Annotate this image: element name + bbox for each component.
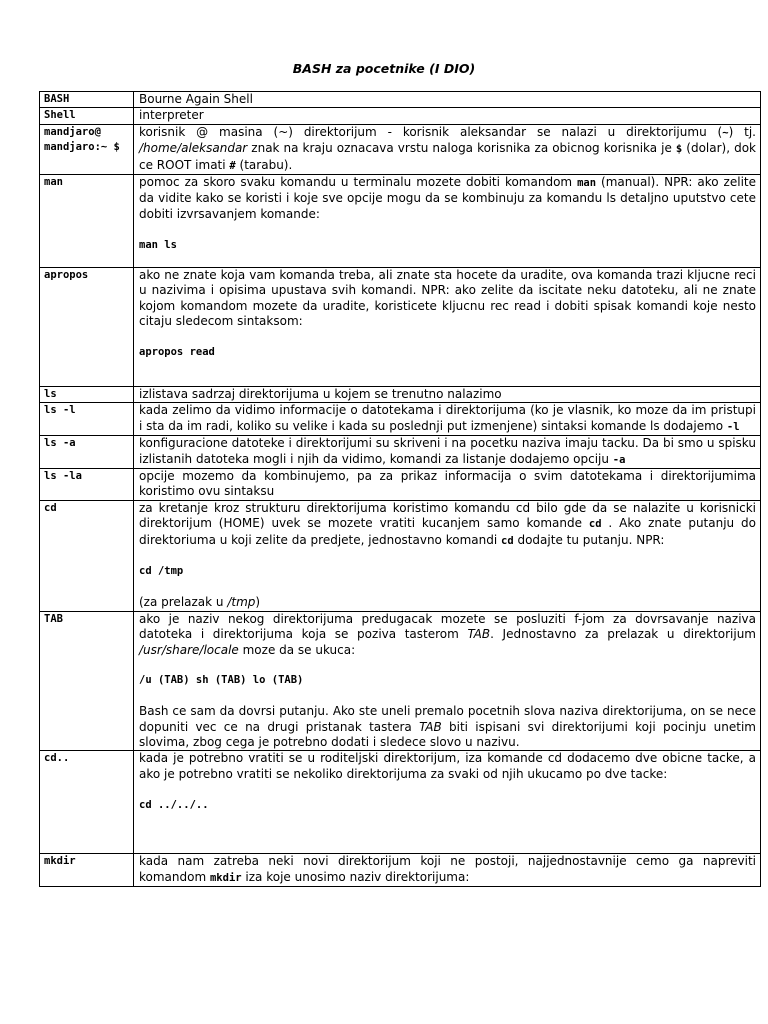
description-cell: izlistava sadrzaj direktorijuma u kojem se trenutno nalazimo [134,387,761,403]
command-cell: BASH [40,92,134,108]
command-cell: ls -a [40,436,134,469]
table-row [40,500,761,611]
command-cell: ls -la [40,469,134,501]
description-cell: kada je potrebno vratiti se u roditeljski direktorijum, iza komande cd dodacemo dve obicne tacke, a ako je potrebno vratiti se nekoliko direktorijuma za svaki od njih ukucamo po dve tacke: cd ../../.. [134,751,761,854]
command-cell: cd [40,500,134,611]
code-example: man ls [139,238,177,251]
code-example: apropos read [139,346,215,359]
table-row [40,751,761,854]
description-cell: kada zelimo da vidimo informacije o datotekama i direktorijuma (ko je vlasnik, ko moze da im pristupi i sta da im radi, koliko su velike i kada su poslednji put izmenjene) sintaksi komande ls dodajemo -l [134,403,761,436]
table-row [40,436,761,469]
description-cell: kada nam zatreba neki novi direktorijum koji ne postoji, najjednostavnije cemo ga napreviti komandom mkdir iza koje unosimo naziv direktorijuma: [134,854,761,887]
command-cell: mandjaro@ mandjaro:~ $ [40,124,134,174]
description-cell: ako je naziv nekog direktorijuma predugacak mozete se posluziti f-jom za dovrsavanje naziva datoteka i direktorijuma koja se poziva tasterom TAB. Jednostavno za prelazak u direktorijum /usr/share/locale moze da se ukuca: /u (TAB) sh (TAB) lo (TAB) Bash ce sam da dovrsi putanju. Ako ste uneli premalo pocetnih slova naziva direktorijuma, on se nece dopuniti vec ce na drugi pristanak tastera TAB biti ispisani svi direktorijumi koji pocinju unetim slovima, zbog cega je potrebno dodati i sledece slovo u nazivu. [134,611,761,751]
command-cell: cd.. [40,751,134,854]
table-row [40,92,761,108]
command-cell: Shell [40,108,134,124]
table-row [40,387,761,403]
description-cell: ako ne znate koja vam komanda treba, ali znate sta hocete da uradite, ova komanda trazi kljucne reci u nazivima i opisima upustava svih komandi. NPR: ako zelite da iscitate neku datoteku, ali ne znate kojom komandom mozete da uradite, koristicete kljucnu rec read i dobiti spisak komandi koje nesto citaju sledecom sintaksom: apropos read [134,268,761,387]
command-cell: ls [40,387,134,403]
description-cell: Bourne Again Shell [134,92,761,108]
description-cell: konfiguracione datoteke i direktorijumi su skriveni i na pocetku naziva imaju tacku. Da bi smo u spisku izlistanih datoteka mogli i njih da vidimo, komandi za listanje dodajemo opciju -a [134,436,761,469]
table-row [40,175,761,268]
table-row [40,403,761,436]
table-row [40,611,761,751]
command-table [39,91,761,887]
code-example: /u (TAB) sh (TAB) lo (TAB) [139,674,304,687]
document-title: BASH za pocetnike (I DIO) [292,61,476,76]
code-example: cd /tmp [139,565,184,578]
table-row [40,124,761,174]
code-example: cd ../../.. [139,798,209,811]
description-cell: korisnik @ masina (~) direktorijum - korisnik aleksandar se nalazi u direktorijumu (~) tj. /home/aleksandar znak na kraju oznacava vrstu naloga korisnika za obicnog korisnika je $ (dolar), dok ce ROOT imati # (tarabu). [134,124,761,174]
table-row [40,108,761,124]
description-cell: opcije mozemo da kombinujemo, pa za prikaz informacija o svim datotekama i direktorijumima koristimo ovu sintaksu [134,469,761,501]
command-cell: apropos [40,268,134,387]
command-cell: ls -l [40,403,134,436]
command-cell: mkdir [40,854,134,887]
table-row [40,268,761,387]
description-cell: za kretanje kroz strukturu direktorijuma koristimo komandu cd bilo gde da se nalazite u korisnicki direktorijum (HOME) uvek se mozete vratiti kucanjem samo komande cd . Ako znate putanju do direktoriuma u koji zelite da predjete, jednostavno komandi cd dodajte tu putanju. NPR: cd /tmp (za prelazak u /tmp) [134,500,761,611]
command-cell: man [40,175,134,268]
description-cell: interpreter [134,108,761,124]
command-cell: TAB [40,611,134,751]
table-row [40,854,761,887]
table-row [40,469,761,501]
description-cell: pomoc za skoro svaku komandu u terminalu mozete dobiti komandom man (manual). NPR: ako zelite da vidite kako se koristi i koje sve opcije mogu da se kombinuju za komandu ls detaljno uputstvo cete dobiti izvrsavanjem komande: man ls [134,175,761,268]
